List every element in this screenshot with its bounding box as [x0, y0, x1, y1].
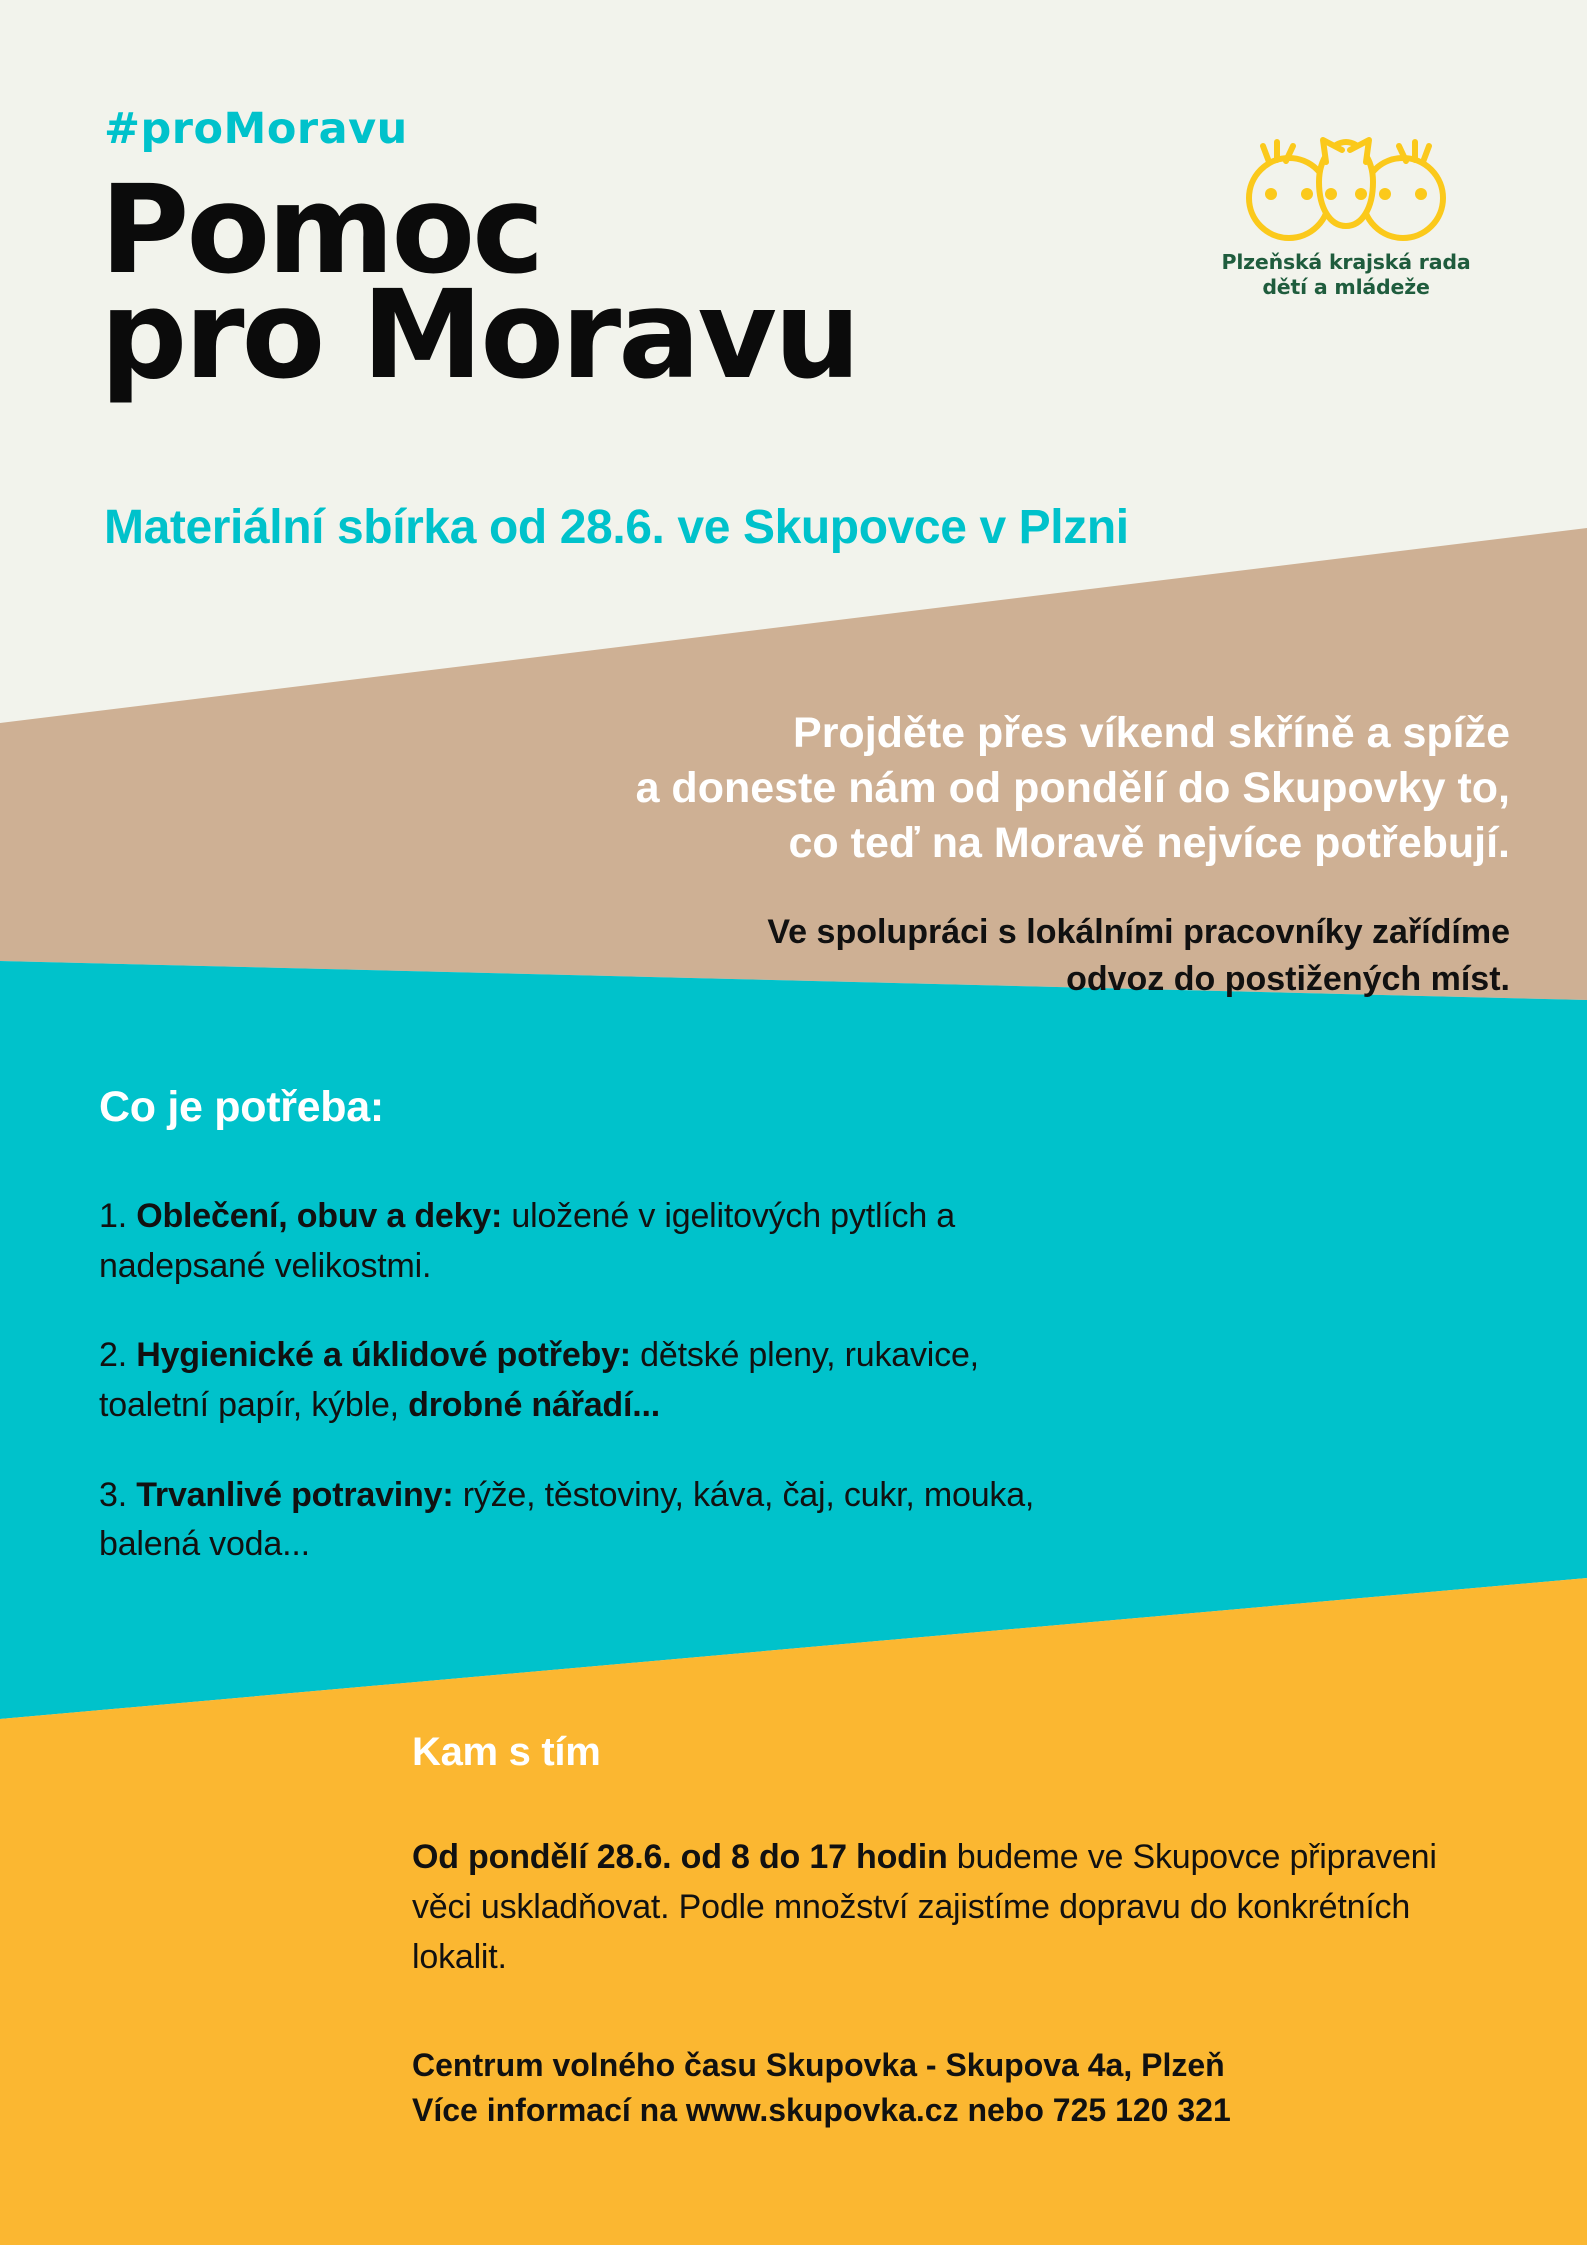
hashtag-tagline: #proMoravu — [104, 104, 408, 154]
needs-item-1-label: Oblečení, obuv a deky: — [136, 1197, 503, 1235]
page-title — [100, 159, 858, 406]
needs-item-1-detail: uložené v igelitových pytlích a nadepsané velikostmi. — [99, 1197, 956, 1285]
list-item — [99, 1471, 1039, 1570]
three-chicks-icon — [1231, 136, 1461, 244]
organization-name-line-2: dětí a mládeže — [1262, 275, 1430, 299]
lede-paragraph — [450, 706, 1510, 871]
needs-item-1-number: 1. — [99, 1197, 127, 1235]
needs-item-2-label: Hygienické a úklidové potřeby: — [136, 1336, 631, 1375]
where-detail: budeme ve Skupovce připraveni věci uskladňovat. Podle množství zajistíme dopravu do konkrétních lokalit. — [412, 1838, 1437, 1976]
where-hours: Od pondělí 28.6. od 8 do 17 hodin — [412, 1838, 948, 1876]
lede-line-3: co teď na Moravě nejvíce potřebují. — [788, 819, 1510, 868]
where-heading: Kam s tím — [412, 1730, 601, 1774]
needs-item-3-detail: rýže, těstoviny, káva, čaj, cukr, mouka, balená voda... — [99, 1475, 1035, 1564]
cooperation-note-line-1: Ve spolupráci s lokálními pracovníky zařídíme — [767, 913, 1510, 951]
page-subtitle: Materiální sbírka od 28.6. ve Skupovce v Plzni — [104, 501, 1129, 554]
needs-list — [99, 1192, 1039, 1570]
needs-item-2-detail-bold: drobné nářadí... — [408, 1385, 660, 1424]
needs-heading: Co je potřeba: — [99, 1083, 384, 1131]
organization-name-line-1: Plzeňská krajská rada — [1221, 250, 1471, 274]
where-paragraph — [412, 1833, 1482, 1983]
page-title-line-2: pro Moravu — [100, 263, 858, 406]
cooperation-note — [450, 909, 1510, 1003]
needs-item-2-number: 2. — [99, 1336, 127, 1375]
contact-address: Centrum volného času Skupovka - Skupova 4a, Plzeň — [412, 2047, 1225, 2083]
organization-name — [1212, 250, 1480, 300]
contact-web-phone[interactable]: Více informací na www.skupovka.cz nebo 725 120 321 — [412, 2092, 1231, 2129]
cooperation-note-line-2: odvoz do postižených míst. — [1066, 959, 1510, 998]
list-item — [99, 1331, 1039, 1430]
contact-block — [412, 2043, 1502, 2134]
organization-logo — [1212, 136, 1480, 300]
list-item — [99, 1192, 1039, 1291]
needs-item-3-number: 3. — [99, 1475, 127, 1514]
lede-line-1: Projděte přes víkend skříně a spíže — [793, 709, 1510, 757]
lede-line-2: a doneste nám od pondělí do Skupovky to, — [635, 764, 1510, 813]
page-title-line-1: Pomoc — [100, 159, 542, 301]
needs-item-3-label: Trvanlivé potraviny: — [136, 1475, 454, 1514]
needs-item-2-detail: dětské pleny, rukavice, toaletní papír, kýble, — [99, 1336, 979, 1424]
